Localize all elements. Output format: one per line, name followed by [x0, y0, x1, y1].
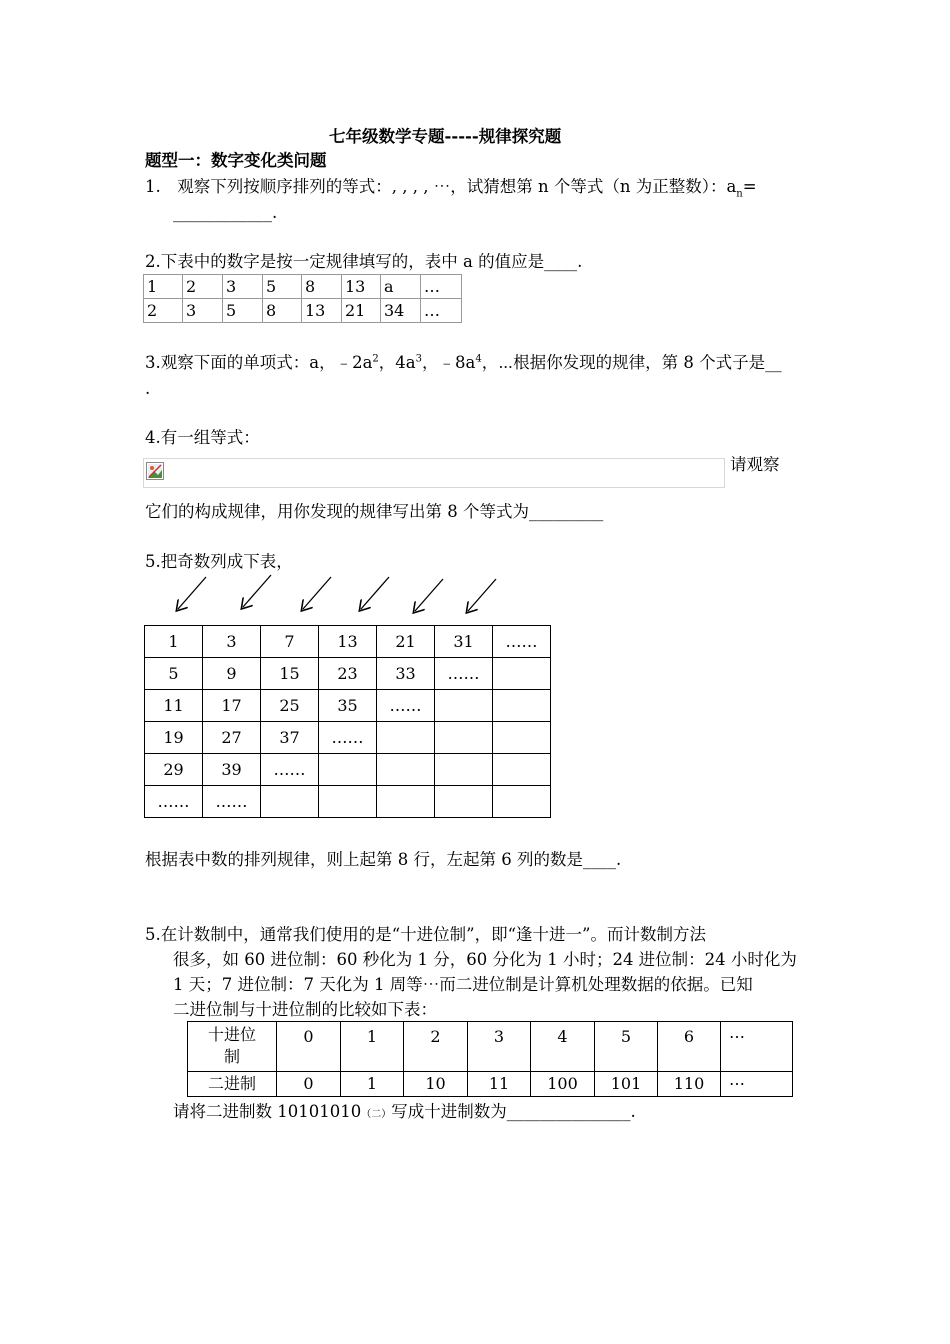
- table-cell: 2: [144, 299, 183, 323]
- question-4: 4.有一组等式：: [145, 428, 260, 447]
- table-cell: 25: [261, 690, 319, 722]
- table-cell: [377, 722, 435, 754]
- q6-line: 5.在计数制中，通常我们使用的是“十进位制”，即“逢十进一”。而计数制方法: [145, 925, 706, 944]
- table-cell: ……: [203, 786, 261, 818]
- table-cell: 39: [203, 754, 261, 786]
- table-cell: 33: [377, 658, 435, 690]
- q3-exp: 3: [415, 353, 423, 365]
- q3-exp: 2: [372, 353, 379, 365]
- table-row: [188, 1072, 793, 1097]
- table-cell: ……: [319, 722, 377, 754]
- base-conversion-table: [187, 1021, 793, 1097]
- table-cell: a: [381, 275, 421, 299]
- table-cell: 5: [595, 1022, 658, 1072]
- table-cell: [493, 690, 551, 722]
- table-row: [145, 786, 551, 818]
- table-cell: 8: [302, 275, 342, 299]
- table-cell: ⋯: [721, 1072, 793, 1097]
- arrow-icon: [361, 577, 389, 609]
- table-cell: 3: [223, 275, 263, 299]
- page-title: 七年级数学专题-----规律探究题: [329, 127, 562, 146]
- q3-text: ，4a: [378, 353, 416, 372]
- q1-subscript: n: [736, 188, 743, 200]
- q6-ask: [173, 1100, 636, 1127]
- table-cell: 5: [263, 275, 302, 299]
- q3-text: ，﹣8a: [422, 353, 476, 372]
- q4-line2: 它们的构成规律，用你发现的规律写出第 8 个等式为_________: [145, 502, 604, 521]
- table-cell: 19: [145, 722, 203, 754]
- table-cell: 13: [342, 275, 381, 299]
- q5-question: 根据表中数的排列规律，则上起第 8 行，左起第 6 列的数是____.: [145, 850, 622, 869]
- table-cell: 1: [341, 1072, 404, 1097]
- header-line: 十进位: [207, 1025, 256, 1044]
- q6-ask-prefix: 请将二进制数 10101010: [173, 1102, 362, 1121]
- table-cell: 二进制: [188, 1072, 277, 1097]
- question-2: 2.下表中的数字是按一定规律填写的，表中 a 的值应是____.: [145, 252, 583, 271]
- table-row: [188, 1022, 793, 1072]
- question-1: [145, 175, 757, 199]
- broken-image-placeholder: [143, 458, 725, 488]
- q2-table: [143, 274, 462, 323]
- table-cell: [493, 754, 551, 786]
- table-row: [144, 299, 462, 323]
- table-cell: 10: [404, 1072, 468, 1097]
- table-cell: ……: [493, 626, 551, 658]
- table-cell: 8: [263, 299, 302, 323]
- table-cell: 4: [531, 1022, 595, 1072]
- table-cell: [319, 786, 377, 818]
- table-cell: 6: [658, 1022, 721, 1072]
- table-cell: [493, 722, 551, 754]
- question-5: 5.把奇数列成下表，: [145, 552, 293, 571]
- table-cell: 5: [145, 658, 203, 690]
- section-heading: 题型一：数字变化类问题: [145, 151, 327, 170]
- table-cell: 21: [377, 626, 435, 658]
- table-cell: 101: [595, 1072, 658, 1097]
- table-row: [145, 690, 551, 722]
- diagonal-arrows: [170, 573, 510, 623]
- table-cell: 110: [658, 1072, 721, 1097]
- table-cell: [435, 690, 493, 722]
- q3-exp: 4: [475, 353, 482, 365]
- table-cell: …: [421, 299, 462, 323]
- table-cell: [377, 754, 435, 786]
- table-cell: ……: [261, 754, 319, 786]
- table-cell: [261, 786, 319, 818]
- table-cell: [435, 722, 493, 754]
- table-cell: 13: [302, 299, 342, 323]
- table-cell: 0: [277, 1072, 341, 1097]
- table-cell: 5: [223, 299, 263, 323]
- table-cell: 3: [203, 626, 261, 658]
- table-cell: [377, 786, 435, 818]
- q3-text: ，⋯根据你发现的规律，第 8 个式子是__: [481, 353, 782, 372]
- table-cell: 35: [319, 690, 377, 722]
- table-cell: 0: [277, 1022, 341, 1072]
- broken-image-icon: [146, 462, 164, 480]
- table-row: [145, 626, 551, 658]
- table-cell: 7: [261, 626, 319, 658]
- q6-ask-sub: （二）: [361, 1109, 392, 1120]
- q3-text: 3.观察下面的单项式：a，﹣2a: [145, 353, 373, 372]
- table-cell: 23: [319, 658, 377, 690]
- arrow-icon: [178, 577, 206, 609]
- table-cell: 1: [145, 626, 203, 658]
- table-row: [144, 275, 462, 299]
- q1-text: 1. 观察下列按顺序排列的等式：, , , , ⋯，试猜想第 n 个等式（n 为正整数）：a: [145, 177, 737, 196]
- table-cell: ……: [377, 690, 435, 722]
- table-cell: 2: [404, 1022, 468, 1072]
- table-cell: 29: [145, 754, 203, 786]
- table-row: [145, 658, 551, 690]
- table-cell: 34: [381, 299, 421, 323]
- q6-line: 1 天；7 进位制：7 天化为 1 周等⋯而二进位制是计算机处理数据的依据。已知: [173, 975, 753, 994]
- header-line: 制: [223, 1047, 240, 1066]
- table-cell: 1: [144, 275, 183, 299]
- table-cell: 3: [183, 299, 223, 323]
- table-cell: 100: [531, 1072, 595, 1097]
- table-cell: 11: [145, 690, 203, 722]
- table-cell: [493, 658, 551, 690]
- table-row: [145, 722, 551, 754]
- q3-line2: .: [145, 379, 151, 398]
- table-cell: ⋯: [721, 1022, 793, 1072]
- table-cell: [493, 786, 551, 818]
- table-cell: [435, 754, 493, 786]
- table-cell: [319, 754, 377, 786]
- q6-line: 二进位制与十进位制的比较如下表：: [173, 1000, 437, 1019]
- table-cell: ……: [435, 658, 493, 690]
- table-cell: 2: [183, 275, 223, 299]
- table-row: [145, 754, 551, 786]
- table-cell: 9: [203, 658, 261, 690]
- table-cell: 11: [468, 1072, 531, 1097]
- arrow-icon: [243, 575, 271, 607]
- question-3: [145, 351, 782, 375]
- q4-side-text: 请观察: [730, 455, 780, 474]
- q6-line: 很多，如 60 进位制：60 秒化为 1 分，60 分化为 1 小时；24 进位制：24 小时化为: [173, 950, 797, 969]
- table-cell: …: [421, 275, 462, 299]
- odd-number-table: [144, 625, 551, 818]
- table-cell: 1: [341, 1022, 404, 1072]
- table-cell: 37: [261, 722, 319, 754]
- table-cell: 13: [319, 626, 377, 658]
- table-cell: [435, 786, 493, 818]
- table-cell: ……: [145, 786, 203, 818]
- table-header-decimal: [188, 1022, 277, 1072]
- q6-ask-suffix: 写成十进制数为_______________.: [391, 1102, 636, 1121]
- table-cell: 3: [468, 1022, 531, 1072]
- arrow-icon: [303, 577, 331, 609]
- arrow-icon: [468, 579, 496, 611]
- table-cell: 21: [342, 299, 381, 323]
- arrow-icon: [415, 579, 443, 611]
- table-cell: 17: [203, 690, 261, 722]
- q1-answer-blank: ____________.: [173, 203, 278, 222]
- q1-suffix: =: [742, 177, 757, 196]
- table-cell: 27: [203, 722, 261, 754]
- table-cell: 15: [261, 658, 319, 690]
- table-cell: 31: [435, 626, 493, 658]
